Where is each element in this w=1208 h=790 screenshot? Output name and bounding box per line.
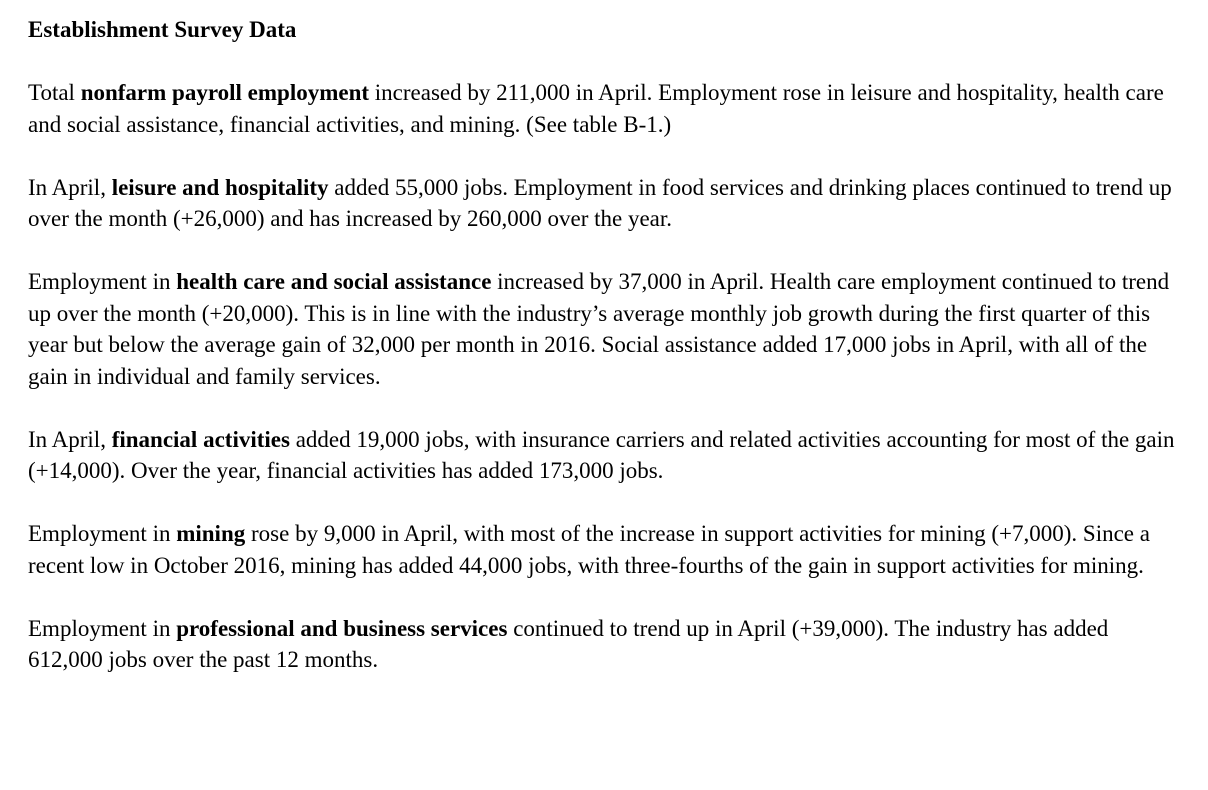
paragraph-text: added 19,000 jobs, with insurance carriers and related activities accounting for most of the gain (+14,000). Over the year, financial activities has added 173,000 jobs. [28,426,1175,483]
paragraph-bold-term: professional and business services [176,615,508,641]
paragraph-text: increased by 211,000 in April. Employment rose in leisure and hospitality, health care and social assistance, financial activities, and mining. (See table B-1.) [28,80,1164,137]
paragraph-bold-term: leisure and hospitality [111,174,329,200]
paragraph-text: Employment in [28,521,177,546]
paragraph-text: In April, [28,426,112,452]
paragraph-bold-term: mining [176,521,246,546]
paragraph-text: In April, [28,174,112,200]
paragraph-text: Employment in [28,269,177,294]
paragraph-bold-term: nonfarm payroll employment [80,80,370,105]
paragraph-text: rose by 9,000 in April, with most of the increase in support activities for mining (+7,000). Since a recent low in October 2016, mining has added 44,000 jobs, with three-fourths of the gain in support activities for mining. [28,521,1150,578]
paragraph-text: continued to trend up in April (+39,000). The industry has added 612,000 jobs over the past 12 months. [28,615,1109,672]
paragraph-text: Employment in [28,615,177,641]
paragraph-text: added 55,000 jobs. Employment in food services and drinking places continued to trend up over the month (+26,000) and has increased by 260,000 over the year. [28,174,1172,231]
paragraph-bold-term: financial activities [111,426,290,452]
paragraph-text: increased by 37,000 in April. Health care employment continued to trend up over the month (+20,000). This is in line with the industry’s average monthly job growth during the first quarter of this year but below the average gain of 32,000 per month in 2016. Social assistance added 17,000 jobs in April, with all of the gain in individual and family services. [28,269,1170,389]
paragraph-mining [28,518,1180,581]
paragraph-text: Total [28,80,81,105]
paragraph-health-care-social-assistance [28,266,1180,392]
paragraph-financial-activities [28,424,1180,487]
page-title: Establishment Survey Data [28,17,297,42]
paragraph-professional-business-services [28,613,1180,676]
paragraph-leisure-hospitality [28,172,1180,235]
paragraph-nonfarm-payroll [28,77,1180,140]
paragraph-bold-term: health care and social assistance [176,269,492,294]
